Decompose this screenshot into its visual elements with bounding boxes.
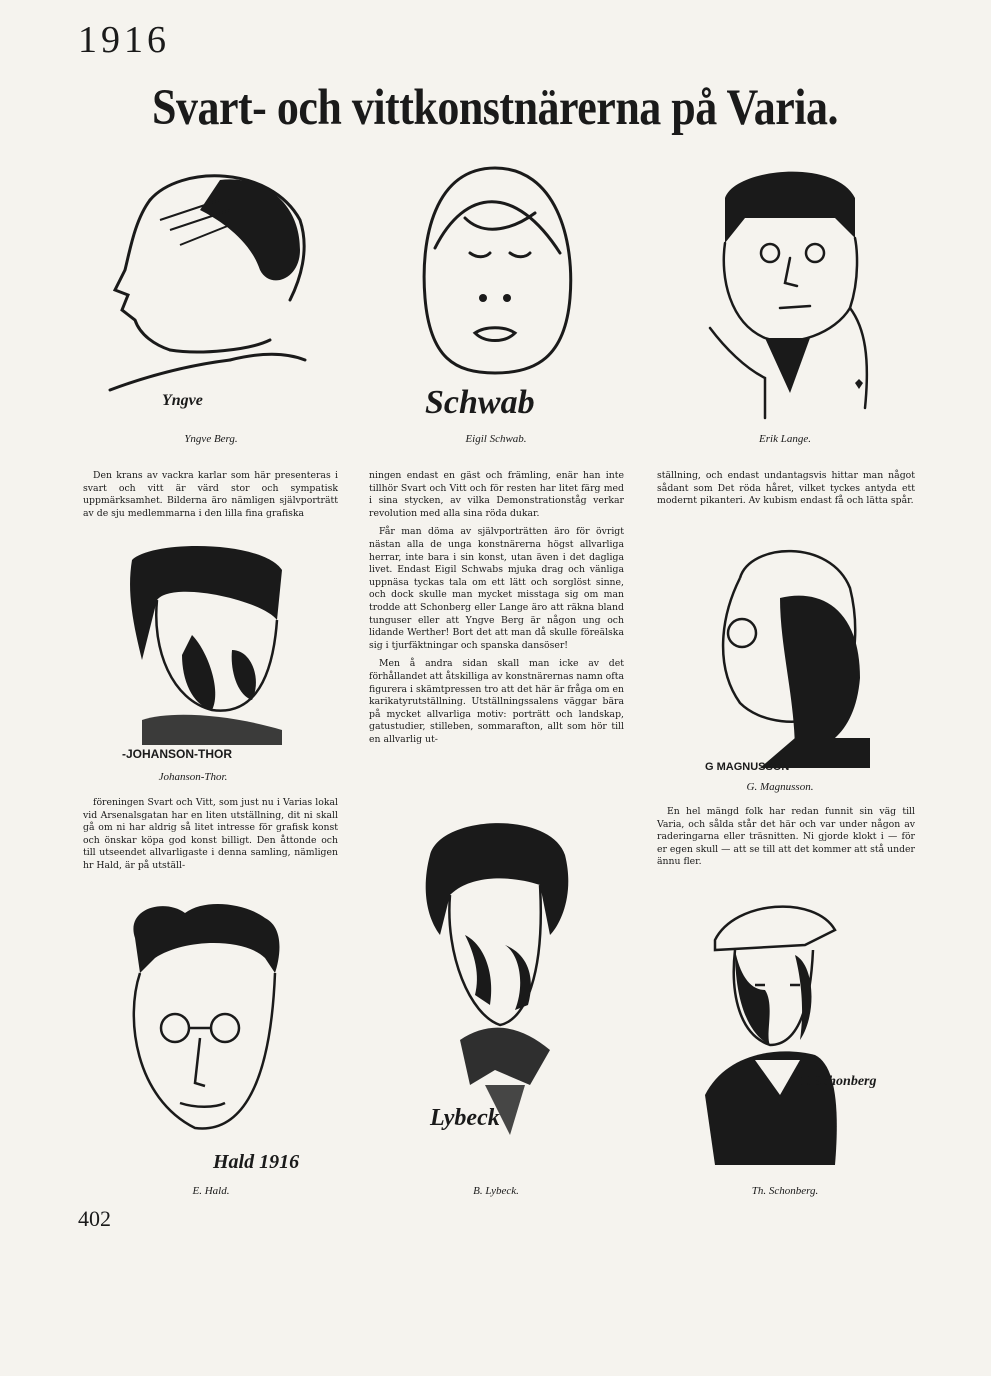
paragraph: ningen endast en gäst och främling, enär han inte tillhör Svart och Vitt och för resten har litet färg med i sina stycken, av vilka Demonstrationståg verkar revolution med alla sina röda dukar. bbox=[369, 470, 624, 519]
paragraph: Får man döma av självporträtten äro för övrigt nästan alla de unga konstnärerna högst allvarliga herrar, inte bara i sin konst, utan även i det dagliga livet. Endast Eigil Schwabs mjuka drag och vänliga uppnäsa tyckas tala om ett lätt och sorglöst sinne, och dock skulle man mycket misstaga sig om man trodde att Schonberg eller Lange äro att räkna bland tunguser eller att Yngve Berg är någon ung och lidande Werther! Bort det att man då skulle föreälska sig i tjurfäktningar och spanska dansöser! bbox=[369, 526, 624, 651]
portrait-yngve-berg bbox=[100, 160, 320, 420]
caption-th-schonberg: Th. Schonberg. bbox=[751, 1185, 819, 1197]
portrait-e-hald bbox=[105, 898, 305, 1178]
portrait-g-magnusson bbox=[700, 538, 880, 778]
article-col1-a bbox=[83, 470, 338, 526]
signature-lybeck: Lybeck bbox=[430, 1105, 500, 1131]
caption-b-lybeck: B. Lybeck. bbox=[473, 1185, 519, 1197]
paragraph: Men å andra sidan skall man icke av det förhållandet att åtskilliga av konstnärernas namn ofta figurera i skämtpressen tro att det här är fråga om en karikatyrutställning. Utställningssalens väggar bära på mycket allvarliga motiv: porträtt och landskap, gatustudier, stilleben, sommarafton, allt som hör till en allvarlig ut- bbox=[369, 658, 624, 745]
portrait-eigil-schwab bbox=[405, 158, 585, 428]
page-title: Svart- och vittkonstnärerna på Varia. bbox=[152, 79, 838, 136]
portrait-b-lybeck bbox=[410, 815, 580, 1175]
caption-g-magnusson: G. Magnusson. bbox=[746, 781, 814, 793]
page-number: 402 bbox=[78, 1206, 111, 1231]
article-col3-a bbox=[657, 470, 915, 514]
caption-erik-lange: Erik Lange. bbox=[759, 433, 811, 445]
article-col3-b bbox=[657, 806, 915, 875]
signature-schonberg: T. Schonberg bbox=[800, 1074, 877, 1089]
signature-hald: Hald 1916 bbox=[213, 1151, 300, 1173]
portrait-th-schonberg bbox=[695, 895, 885, 1175]
signature-schwab: Schwab bbox=[425, 384, 535, 421]
paragraph: Den krans av vackra karlar som här presenteras i svart och vitt är värd stor och sympatisk uppmärksamhet. Bilderna äro nämligen självporträtt av de sju medlemmarna i den lilla fina grafiska bbox=[83, 470, 338, 519]
portrait-erik-lange bbox=[705, 158, 875, 418]
paragraph: En hel mängd folk har redan funnit sin väg till Varia, och sålda står det här och var under någon av raderingarna eller träsnitten. Ni gjorde klokt i — för er egen skull — att se till att det kommer att stå under ännu fler. bbox=[657, 806, 915, 868]
caption-yngve-berg: Yngve Berg. bbox=[184, 433, 238, 445]
article-col2 bbox=[369, 470, 624, 752]
portrait-johanson-thor bbox=[112, 540, 292, 765]
signature-yngve: Yngve bbox=[162, 392, 203, 409]
caption-eigil-schwab: Eigil Schwab. bbox=[465, 433, 527, 445]
article-col1-b bbox=[83, 797, 338, 879]
signature-johanson: -JOHANSON-THOR bbox=[122, 747, 232, 761]
caption-e-hald: E. Hald. bbox=[192, 1185, 230, 1197]
signature-magnusson: G MAGNUSSON bbox=[705, 761, 790, 773]
paragraph: föreningen Svart och Vitt, som just nu i Varias lokal vid Arsenalsgatan har en liten utställning, dit ni skall gå om ni har aldrig så litet intresse för grafisk konst och önskar köpa god konst billigt. Den åttonde och till utseendet allvarligaste i denna samling, nämligen hr Hald, är på utställ- bbox=[83, 797, 338, 871]
year-heading: 1916 bbox=[78, 19, 170, 61]
caption-johanson-thor: Johanson-Thor. bbox=[158, 771, 228, 783]
paragraph: ställning, och endast undantagsvis hittar man något sådant som Det röda håret, vilket tyckes antyda ett modernt pikanteri. Av kubism endast få och lätta spår. bbox=[657, 470, 915, 507]
